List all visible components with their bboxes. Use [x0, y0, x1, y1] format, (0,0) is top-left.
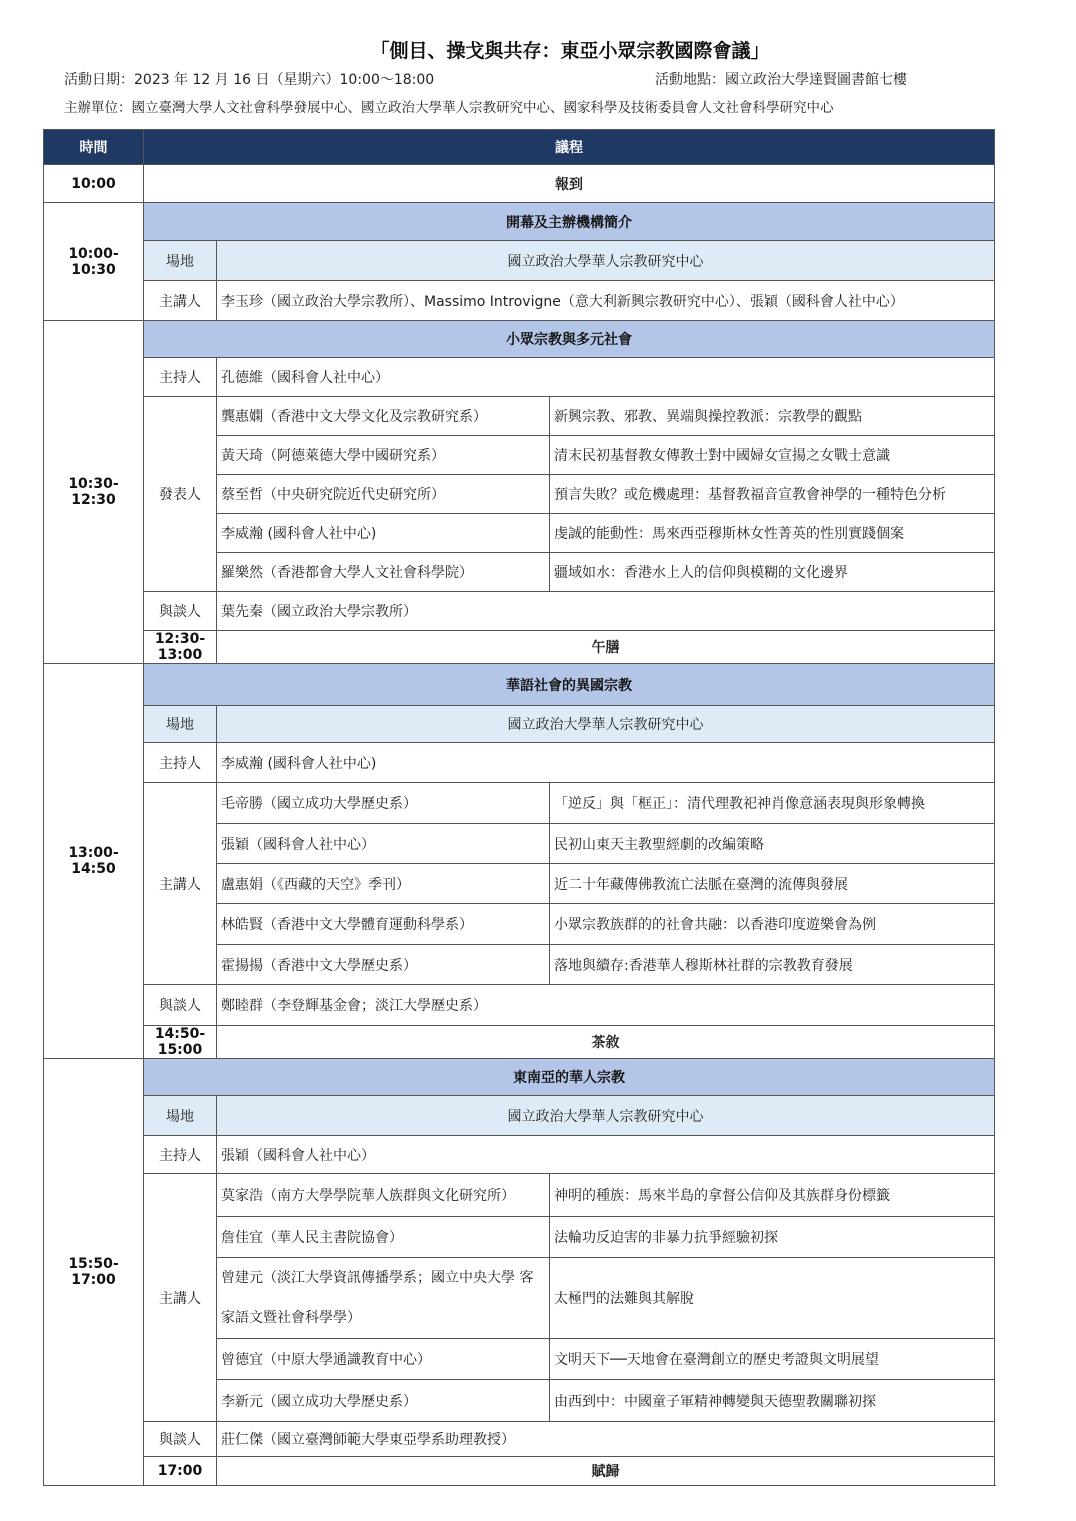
- talk-title: 近二十年藏傳佛教流亡法脈在臺灣的流傳與發展: [550, 864, 995, 904]
- section-title: 華語社會的異國宗教: [144, 664, 995, 706]
- role-label: 主持人: [144, 743, 217, 783]
- person-list: 李威瀚 (國科會人社中心): [217, 743, 995, 783]
- time-cell: 15:50-17:00: [44, 1059, 144, 1486]
- time-cell: 12:30-13:00: [144, 631, 217, 664]
- role-label: 與談人: [144, 592, 217, 631]
- person-list: 張穎（國科會人社中心）: [217, 1136, 995, 1174]
- speaker-name: 蔡至哲（中央研究院近代史研究所）: [217, 475, 550, 514]
- table-row: [44, 203, 995, 241]
- table-row: [44, 1059, 995, 1096]
- talk-title: 民初山東天主教聖經劇的改編策略: [550, 824, 995, 864]
- agenda-table: [43, 129, 995, 1486]
- talk-title: 虔誠的能動性：馬來西亞穆斯林女性菁英的性別實踐個案: [550, 514, 995, 553]
- section-title: 小眾宗教與多元社會: [144, 321, 995, 358]
- table-row: [44, 783, 995, 824]
- person-list: 鄭睦群（李登輝基金會；淡江大學歷史系）: [217, 985, 995, 1026]
- table-row: [44, 1026, 995, 1059]
- role-label: 主持人: [144, 1136, 217, 1174]
- table-row: [44, 281, 995, 321]
- section-title: 東南亞的華人宗教: [144, 1059, 995, 1096]
- role-label: 場地: [144, 706, 217, 743]
- speaker-name: 霍揚揚（香港中文大學歷史系）: [217, 945, 550, 985]
- time-cell: 10:30-12:30: [44, 321, 144, 664]
- talk-title: 清末民初基督教女傳教士對中國婦女宣揚之女戰士意識: [550, 436, 995, 475]
- table-row: [44, 165, 995, 203]
- venue-name: 國立政治大學華人宗教研究中心: [217, 241, 995, 281]
- table-row: [44, 397, 995, 436]
- agenda-body: [44, 165, 995, 1486]
- speaker-name: 曾德宜（中原大學通識教育中心）: [217, 1339, 550, 1380]
- talk-title: 新興宗教、邪教、異端與操控教派：宗教學的觀點: [550, 397, 995, 436]
- talk-title: 落地與續存:香港華人穆斯林社群的宗教教育發展: [550, 945, 995, 985]
- role-label: 主講人: [144, 783, 217, 985]
- table-header-row: [44, 130, 995, 165]
- session-item: 茶敘: [217, 1026, 995, 1059]
- organizers: 主辦單位：國立臺灣大學人文社會科學發展中心、國立政治大學華人宗教研究中心、國家科學及技術委員會人文社會科學研究中心: [64, 100, 834, 116]
- talk-title: 「逆反」與「框正」：清代理教祀神肖像意涵表現與形象轉換: [550, 783, 995, 824]
- speaker-name: 羅樂然（香港都會大學人文社會科學院）: [217, 553, 550, 592]
- person-list: 葉先秦（國立政治大學宗教所）: [217, 592, 995, 631]
- speaker-name: 李新元（國立成功大學歷史系）: [217, 1380, 550, 1422]
- person-list: 李玉珍（國立政治大學宗教所）、Massimo Introvigne（意大利新興宗教研究中心）、張穎（國科會人社中心）: [217, 281, 995, 321]
- page-title: 「側目、操戈與共存：東亞小眾宗教國際會議」: [370, 40, 770, 62]
- event-date: 活動日期：2023 年 12 月 16 日（星期六）10:00～18:00: [64, 72, 435, 88]
- table-row: [44, 743, 995, 783]
- role-label: 主講人: [144, 281, 217, 321]
- table-row: [44, 1096, 995, 1136]
- role-label: 場地: [144, 1096, 217, 1136]
- speaker-name: 張穎（國科會人社中心）: [217, 824, 550, 864]
- role-label: 與談人: [144, 1422, 217, 1457]
- speaker-name: 曾建元（淡江大學資訊傳播學系；國立中央大學 客家語文暨社會科學學）: [217, 1258, 550, 1339]
- speaker-name: 毛帝勝（國立成功大學歷史系）: [217, 783, 550, 824]
- talk-title: 預言失敗？或危機處理：基督教福音宣教會神學的一種特色分析: [550, 475, 995, 514]
- speaker-name: 黃天琦（阿德萊德大學中國研究系）: [217, 436, 550, 475]
- time-cell: 17:00: [144, 1457, 217, 1486]
- table-row: [44, 664, 995, 706]
- speaker-name: 李威瀚 (國科會人社中心): [217, 514, 550, 553]
- section-title: 開幕及主辦機構簡介: [144, 203, 995, 241]
- speaker-name: 盧惠娟（《西藏的天空》季刊）: [217, 864, 550, 904]
- table-row: [44, 1422, 995, 1457]
- role-label: 主講人: [144, 1174, 217, 1422]
- speaker-name: 林皓賢（香港中文大學體育運動科學系）: [217, 904, 550, 945]
- table-row: [44, 241, 995, 281]
- person-list: 莊仁傑（國立臺灣師範大學東亞學系助理教授）: [217, 1422, 995, 1457]
- venue-name: 國立政治大學華人宗教研究中心: [217, 706, 995, 743]
- role-label: 主持人: [144, 358, 217, 397]
- table-row: [44, 985, 995, 1026]
- speaker-name: 詹佳宜（華人民主書院協會）: [217, 1217, 550, 1258]
- session-item: 報到: [144, 165, 995, 203]
- session-item: 賦歸: [217, 1457, 995, 1486]
- table-row: [44, 1136, 995, 1174]
- talk-title: 太極門的法難與其解脫: [550, 1258, 995, 1339]
- role-label: 發表人: [144, 397, 217, 592]
- talk-title: 神明的種族：馬來半島的拿督公信仰及其族群身份標籤: [550, 1174, 995, 1217]
- role-label: 與談人: [144, 985, 217, 1026]
- time-cell: 10:00-10:30: [44, 203, 144, 321]
- time-cell: 14:50-15:00: [144, 1026, 217, 1059]
- person-list: 孔德維（國科會人社中心）: [217, 358, 995, 397]
- table-row: [44, 1174, 995, 1217]
- table-row: [44, 592, 995, 631]
- speaker-name: 龔惠嫻（香港中文大學文化及宗教研究系）: [217, 397, 550, 436]
- talk-title: 疆域如水：香港水上人的信仰與模糊的文化邊界: [550, 553, 995, 592]
- table-row: [44, 1457, 995, 1486]
- table-row: [44, 321, 995, 358]
- time-cell: 13:00-14:50: [44, 664, 144, 1059]
- talk-title: 法輪功反迫害的非暴力抗爭經驗初探: [550, 1217, 995, 1258]
- talk-title: 由西到中：中國童子軍精神轉變與天德聖教關聯初探: [550, 1380, 995, 1422]
- event-location: 活動地點：國立政治大學達賢圖書館七樓: [655, 72, 907, 88]
- session-item: 午膳: [217, 631, 995, 664]
- venue-name: 國立政治大學華人宗教研究中心: [217, 1096, 995, 1136]
- header-agenda: 議程: [144, 130, 995, 165]
- role-label: 場地: [144, 241, 217, 281]
- talk-title: 小眾宗教族群的的社會共融：以香港印度遊樂會為例: [550, 904, 995, 945]
- header-time: 時間: [44, 130, 144, 165]
- table-row: [44, 706, 995, 743]
- table-row: [44, 631, 995, 664]
- speaker-name: 莫家浩（南方大學學院華人族群與文化研究所）: [217, 1174, 550, 1217]
- table-row: [44, 358, 995, 397]
- time-cell: 10:00: [44, 165, 144, 203]
- talk-title: 文明天下──天地會在臺灣創立的歷史考證與文明展望: [550, 1339, 995, 1380]
